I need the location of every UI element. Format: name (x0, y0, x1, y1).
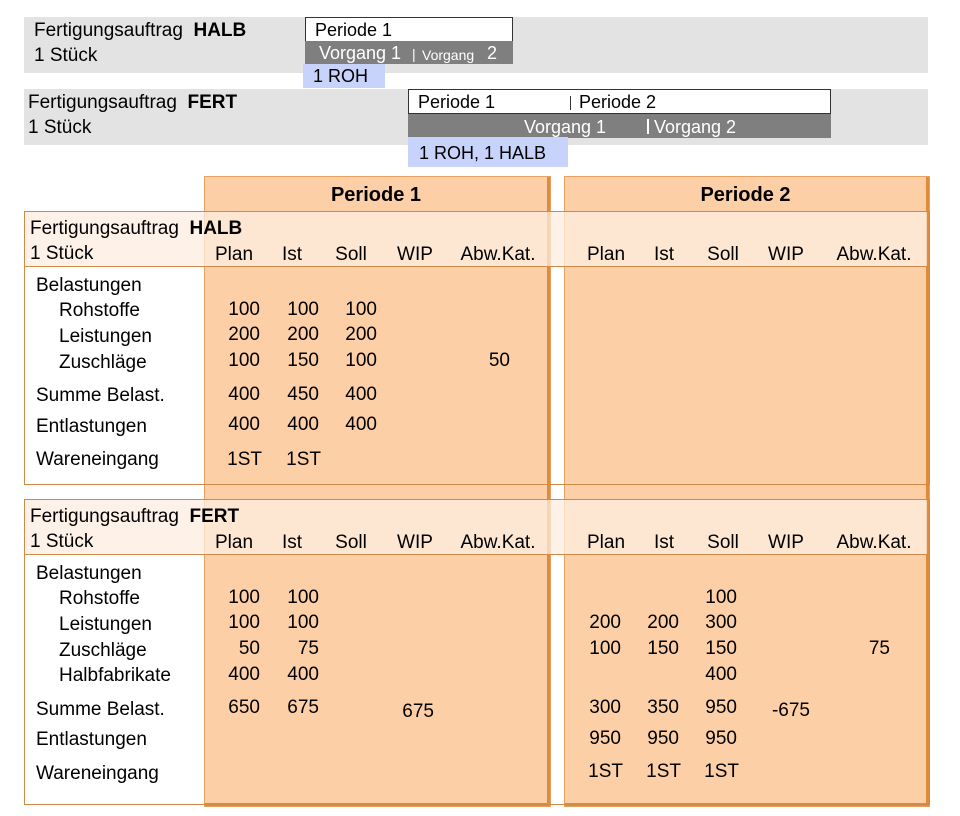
fert-row-halbfabrikate: Halbfabrikate (59, 665, 171, 686)
fert-order-label: Fertigungsauftrag FERT (28, 92, 238, 113)
halb-p1-col-plan: Plan (214, 244, 254, 265)
fert-p2-leistungen-ist: 200 (647, 612, 679, 633)
halb-p1-rohstoffe-ist: 100 (287, 299, 319, 320)
halb-operation-1: Vorgang 1 (319, 43, 402, 63)
halb-p1-entlastungen-ist: 400 (287, 414, 319, 435)
halb-row-zuschlaege: Zuschläge (59, 352, 147, 373)
fert-p1-halbfabrikate-ist: 400 (287, 664, 319, 685)
halb-p1-wareneingang-ist: 1ST (286, 449, 321, 470)
halb-p1-rohstoffe-plan: 100 (228, 299, 260, 320)
halb-p1-col-soll: Soll (335, 244, 367, 265)
fert-p1-col-plan: Plan (214, 532, 254, 553)
fert-p1-summe-wip: 675 (402, 701, 434, 722)
fert-p2-zuschlaege-abw: 75 (868, 638, 890, 659)
fert-p2-col-soll: Soll (707, 532, 739, 553)
halb-p1-entlastungen-plan: 400 (228, 414, 260, 435)
fert-p2-col-wip: WIP (768, 532, 804, 553)
fert-material-box (408, 137, 568, 167)
halb-operation-2-label: Vorgang (422, 47, 475, 63)
fert-p1-col-wip: WIP (397, 532, 433, 553)
fert-period-2-label: Periode 2 (579, 92, 657, 112)
fert-p2-wareneingang-ist: 1ST (646, 761, 681, 782)
halb-p1-wareneingang-plan: 1ST (227, 449, 262, 470)
halb-operation-2-number: 2 (487, 43, 498, 63)
period-2-header: Periode 2 (700, 184, 791, 206)
fert-p2-summe-ist: 350 (647, 697, 679, 718)
halb-row-summe: Summe Belast. (36, 385, 165, 406)
period-1-header: Periode 1 (330, 184, 422, 206)
halb-p1-zuschlaege-ist: 150 (287, 350, 319, 371)
fert-p2-summe-soll: 950 (705, 697, 737, 718)
halb-p1-col-ist: Ist (281, 244, 303, 265)
fert-row-wareneingang: Wareneingang (36, 763, 159, 784)
fert-period-divider (570, 96, 571, 110)
fert-table-title: Fertigungsauftrag FERT (30, 506, 240, 527)
halb-p1-zuschlaege-abw: 50 (488, 350, 510, 371)
fert-p2-entlastungen-ist: 950 (647, 728, 679, 749)
halb-p2-col-wip: WIP (768, 244, 804, 265)
halb-row-wareneingang: Wareneingang (36, 449, 159, 470)
fert-p1-zuschlaege-plan: 50 (238, 638, 260, 659)
halb-p1-zuschlaege-plan: 100 (228, 350, 260, 371)
halb-p1-summe-plan: 400 (228, 384, 260, 405)
fert-operation-2: Vorgang 2 (654, 117, 737, 137)
halb-header-divider (25, 266, 927, 267)
fert-p1-col-soll: Soll (335, 532, 367, 553)
halb-row-belastungen: Belastungen (36, 275, 142, 296)
fert-table-qty: 1 Stück (30, 531, 94, 552)
fert-p1-halbfabrikate-plan: 400 (228, 664, 260, 685)
halb-p2-col-soll: Soll (707, 244, 739, 265)
halb-order-qty: 1 Stück (34, 45, 98, 66)
fert-row-zuschlaege: Zuschläge (59, 640, 147, 661)
fert-row-belastungen: Belastungen (36, 563, 142, 584)
fert-operation-divider (647, 119, 649, 134)
fert-p2-entlastungen-plan: 950 (589, 728, 621, 749)
halb-period-box (305, 17, 513, 42)
fert-p2-col-plan: Plan (586, 532, 626, 553)
halb-order-label: Fertigungsauftrag HALB (34, 20, 247, 41)
fert-row-summe: Summe Belast. (36, 699, 165, 720)
fert-p2-summe-wip: -675 (771, 700, 810, 721)
fert-p1-rohstoffe-ist: 100 (287, 587, 319, 608)
fert-p1-summe-plan: 650 (228, 697, 260, 718)
fert-period-box (408, 89, 831, 114)
halb-table-title: Fertigungsauftrag HALB (30, 218, 243, 239)
fert-p2-zuschlaege-ist: 150 (647, 638, 679, 659)
fert-order-qty: 1 Stück (28, 117, 92, 138)
fert-p2-leistungen-soll: 300 (705, 612, 737, 633)
fert-row-rohstoffe: Rohstoffe (59, 588, 140, 609)
fert-p1-rohstoffe-plan: 100 (228, 587, 260, 608)
halb-p1-leistungen-soll: 200 (345, 324, 377, 345)
fert-p2-leistungen-plan: 200 (589, 612, 621, 633)
fert-p2-entlastungen-soll: 950 (705, 728, 737, 749)
halb-p1-zuschlaege-soll: 100 (345, 350, 377, 371)
fert-p1-col-abw: Abw.Kat. (460, 532, 536, 553)
fert-p2-rohstoffe-soll: 100 (705, 587, 737, 608)
halb-p1-leistungen-plan: 200 (228, 324, 260, 345)
halb-operation-separator: | (412, 46, 416, 62)
fert-header-divider (25, 554, 927, 555)
fert-p2-zuschlaege-plan: 100 (589, 638, 621, 659)
halb-p1-leistungen-ist: 200 (287, 324, 319, 345)
fert-period-1-label: Periode 1 (418, 92, 496, 112)
fert-p1-col-ist: Ist (281, 532, 303, 553)
halb-row-entlastungen: Entlastungen (36, 416, 147, 437)
halb-p1-entlastungen-soll: 400 (345, 414, 377, 435)
fert-operation-1: Vorgang 1 (524, 117, 607, 137)
halb-material-label: 1 ROH (313, 66, 369, 86)
halb-p2-col-ist: Ist (653, 244, 675, 265)
halb-p1-col-abw: Abw.Kat. (460, 244, 536, 265)
halb-period-label: Periode 1 (315, 20, 393, 40)
fert-p2-wareneingang-plan: 1ST (588, 761, 623, 782)
fert-p2-col-abw: Abw.Kat. (836, 532, 912, 553)
fert-p1-leistungen-plan: 100 (228, 612, 260, 633)
halb-p1-col-wip: WIP (397, 244, 433, 265)
halb-p1-rohstoffe-soll: 100 (345, 299, 377, 320)
fert-material-label: 1 ROH, 1 HALB (419, 143, 547, 163)
fert-p2-halbfabrikate-soll: 400 (705, 664, 737, 685)
fert-p2-summe-plan: 300 (589, 697, 621, 718)
fert-p2-zuschlaege-soll: 150 (705, 638, 737, 659)
fert-row-leistungen: Leistungen (59, 614, 152, 635)
fert-p1-zuschlaege-ist: 75 (297, 638, 319, 659)
fert-p1-summe-ist: 675 (287, 697, 319, 718)
halb-p1-summe-soll: 400 (345, 384, 377, 405)
halb-operation-bar (305, 41, 513, 64)
fert-p1-leistungen-ist: 100 (287, 612, 319, 633)
halb-row-leistungen: Leistungen (59, 326, 152, 347)
fert-operation-bar (408, 114, 831, 138)
fert-p2-col-ist: Ist (653, 532, 675, 553)
halb-material-box (303, 64, 385, 88)
halb-p2-col-plan: Plan (586, 244, 626, 265)
halb-p2-col-abw: Abw.Kat. (836, 244, 912, 265)
fert-p2-wareneingang-soll: 1ST (704, 761, 739, 782)
halb-table-qty: 1 Stück (30, 243, 94, 264)
halb-row-rohstoffe: Rohstoffe (59, 300, 140, 321)
fert-row-entlastungen: Entlastungen (36, 729, 147, 750)
halb-p1-summe-ist: 450 (287, 384, 319, 405)
